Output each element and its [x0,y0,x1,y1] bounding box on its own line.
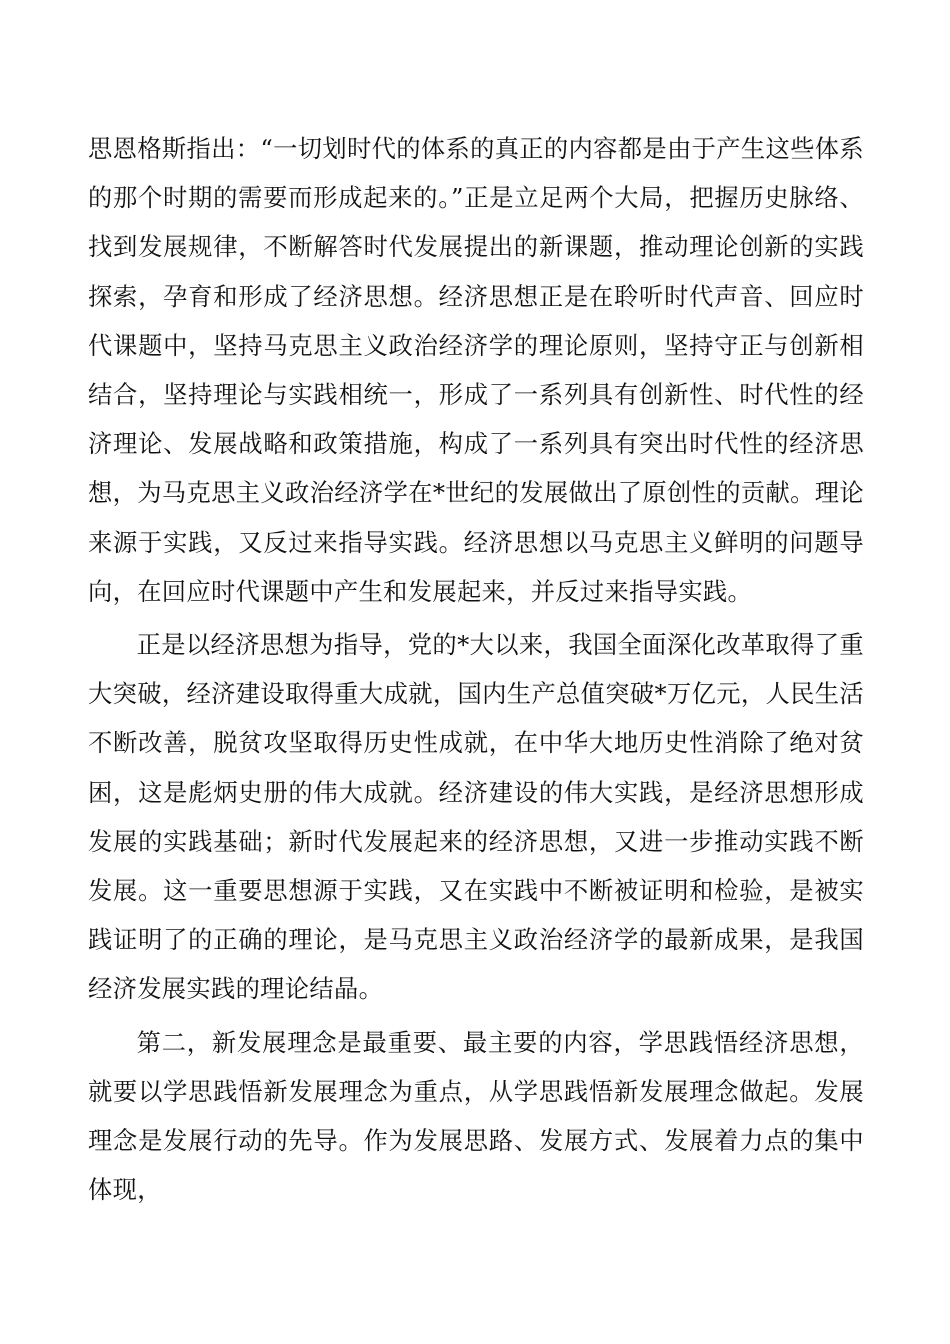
paragraph-1: 思恩格斯指出：“一切划时代的体系的真正的内容都是由于产生这些体系的那个时期的需要而形成起来的。”正是立足两个大局，把握历史脉络、找到发展规律，不断解答时代发展提出的新课题，推动理论创新的实践探索，孕育和形成了经济思想。经济思想正是在聆听时代声音、回应时代课题中，坚持马克思主义政治经济学的理论原则，坚持守正与创新相结合，坚持理论与实践相统一，形成了一系列具有创新性、时代性的经济理论、发展战略和政策措施，构成了一系列具有突出时代性的经济思想，为马克思主义政治经济学在*世纪的发展做出了原创性的贡献。理论来源于实践，又反过来指导实践。经济思想以马克思主义鲜明的问题导向，在回应时代课题中产生和发展起来，并反过来指导实践。 [88,134,864,606]
paragraph-3: 第二，新发展理念是最重要、最主要的内容，学思践悟经济思想，就要以学思践悟新发展理念为重点，从学思践悟新发展理念做起。发展理念是发展行动的先导。作为发展思路、发展方式、发展着力点的集中体现， [88,1027,864,1205]
document-body [88,124,864,1214]
paragraph-2: 正是以经济思想为指导，党的*大以来，我国全面深化改革取得了重大突破，经济建设取得重大成就，国内生产总值突破*万亿元，人民生活不断改善，脱贫攻坚取得历史性成就，在中华大地历史性消除了绝对贫困，这是彪炳史册的伟大成就。经济建设的伟大实践，是经济思想形成发展的实践基础；新时代发展起来的经济思想，又进一步推动实践不断发展。这一重要思想源于实践，又在实践中不断被证明和检验，是被实践证明了的正确的理论，是马克思主义政治经济学的最新成果，是我国经济发展实践的理论结晶。 [88,630,864,1004]
